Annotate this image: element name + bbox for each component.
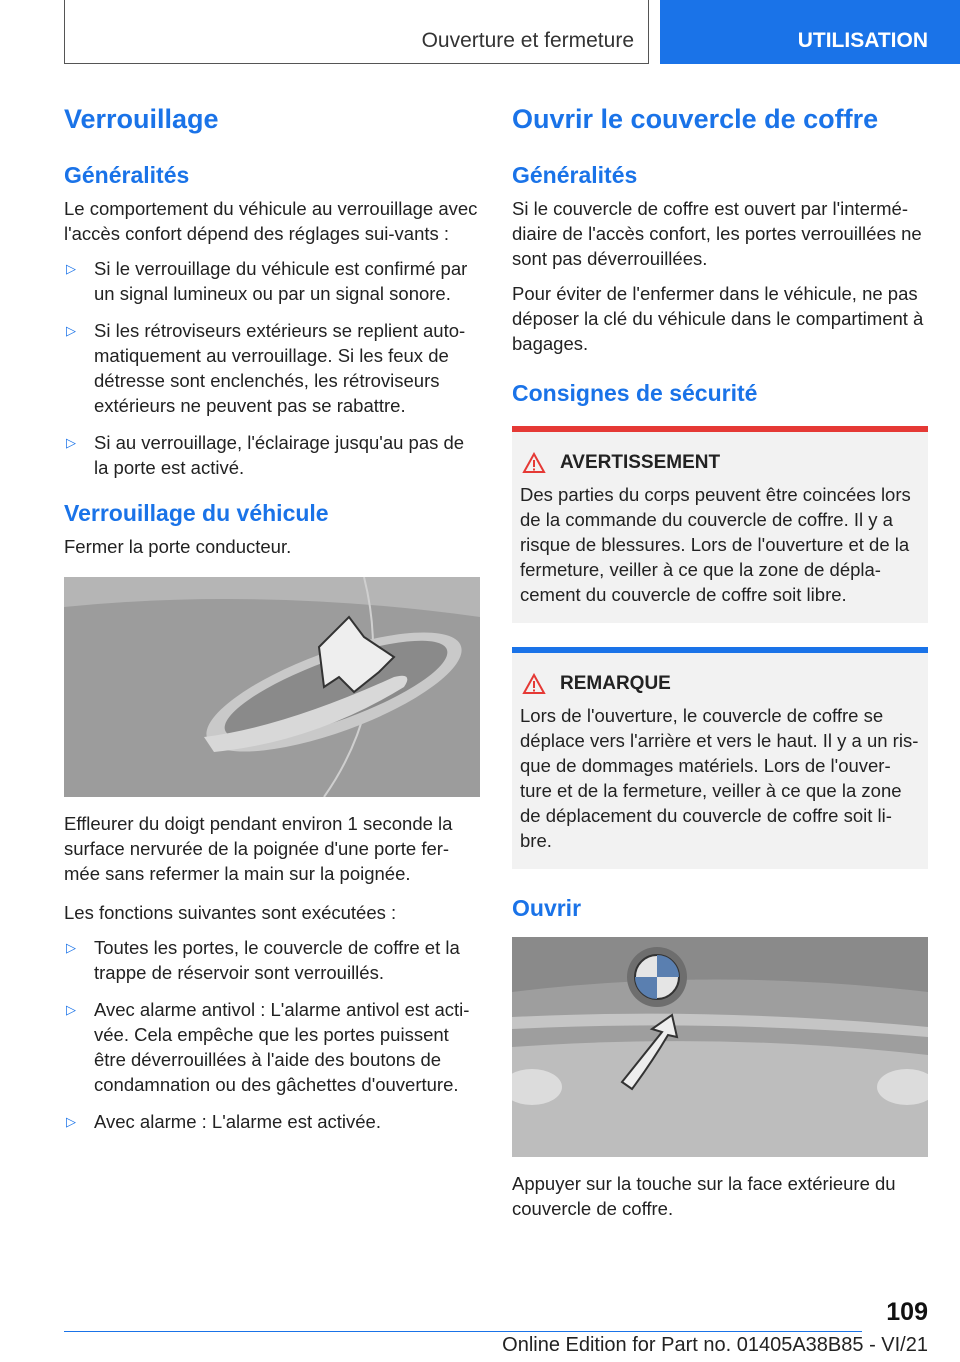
header-chapter-tab[interactable] (660, 0, 960, 64)
warning-triangle-icon (522, 452, 546, 474)
footer-edition: Online Edition for Part no. 01405A38B85 - VI/21 (502, 1334, 928, 1356)
triangle-bullet-icon: ▷ (66, 1114, 76, 1129)
vehicle-locking-text2: Effleurer du doigt pendant environ 1 seconde la surface nervurée de la poignée d'une porte fer-mée sans refermer la main sur la poignée. (64, 813, 453, 884)
door-handle-illustration (64, 577, 480, 797)
triangle-bullet-icon: ▷ (66, 323, 76, 338)
note-title-row (520, 673, 920, 695)
caution-triangle-icon (522, 673, 546, 695)
note-text: Lors de l'ouverture, le couvercle de coffre se déplace vers l'arrière et vers le haut. Il y a un ris-que de dommages matériels. Lors de l'ouver-ture et de la fermeture, veiller à ce que la zone de déplacement du couvercle de coffre soit li-bre. (520, 705, 919, 851)
page-number: 109 (886, 1298, 928, 1326)
warning-box (512, 426, 928, 623)
open-text: Appuyer sur la touche sur la face extérieure du couvercle de coffre. (512, 1173, 896, 1219)
locking-general-heading: Généralités (64, 162, 190, 188)
trunk-title: Ouvrir le couvercle de coffre (512, 104, 879, 134)
left-column (64, 100, 480, 1146)
header-section-box (64, 0, 649, 64)
open-heading: Ouvrir (512, 895, 582, 921)
list-item: ▷ Si les rétroviseurs extérieurs se replient auto-matiquement au verrouillage. Si les feux de détresse sont enclenchés, les rétroviseurs extérieurs ne peuvent pas se rabattre. (66, 320, 466, 416)
locking-general-intro: Le comportement du véhicule au verrouillage avec l'accès confort dépend des réglages sui-vants : (64, 198, 478, 244)
vehicle-locking-heading: Verrouillage du véhicule (64, 500, 329, 526)
triangle-bullet-icon: ▷ (66, 261, 76, 276)
header-chapter-title: UTILISATION (797, 29, 928, 52)
note-box (512, 647, 928, 869)
header-section-title: Ouverture et fermeture (421, 28, 634, 52)
vehicle-locking-list (64, 935, 480, 1134)
warning-text: Des parties du corps peuvent être coincées lors de la commande du couvercle de coffre. Il y a risque de blessures. Lors de l'ouverture et de la fermeture, veiller à ce que la zone de dépla-cement du couvercle de coffre soit libre. (520, 484, 911, 605)
footer-divider (64, 1331, 862, 1332)
safety-heading: Consignes de sécurité (512, 380, 758, 406)
trunk-button-illustration (512, 937, 928, 1157)
triangle-bullet-icon: ▷ (66, 940, 76, 955)
trunk-general-p1: Si le couvercle de coffre est ouvert par l'intermé-diaire de l'accès confort, les portes verrouillées ne sont pas déverrouillées. (512, 198, 922, 269)
list-item: ▷ Si au verrouillage, l'éclairage jusqu'au pas de la porte est activé. (66, 432, 465, 478)
list-item: ▷ Si le verrouillage du véhicule est confirmé par un signal lumineux ou par un signal sonore. (66, 258, 468, 304)
list-item: ▷ Toutes les portes, le couvercle de coffre et la trappe de réservoir sont verrouillés. (66, 937, 460, 983)
list-item: ▷ Avec alarme : L'alarme est activée. (66, 1111, 381, 1132)
trunk-button-image (512, 937, 928, 1157)
trunk-general-heading: Généralités (512, 162, 638, 188)
warning-title: AVERTISSEMENT (560, 452, 721, 473)
right-column (512, 100, 928, 1231)
vehicle-locking-text1: Fermer la porte conducteur. (64, 536, 292, 557)
locking-general-list (64, 256, 480, 480)
triangle-bullet-icon: ▷ (66, 1002, 76, 1017)
warning-title-row (520, 452, 920, 474)
triangle-bullet-icon: ▷ (66, 435, 76, 450)
note-title: REMARQUE (560, 673, 671, 694)
locking-title: Verrouillage (64, 104, 219, 134)
door-handle-image (64, 577, 480, 797)
vehicle-locking-text3: Les fonctions suivantes sont exécutées : (64, 902, 397, 923)
trunk-general-p2: Pour éviter de l'enfermer dans le véhicule, ne pas déposer la clé du véhicule dans le compartiment à bagages. (512, 283, 924, 354)
list-item: ▷ Avec alarme antivol : L'alarme antivol est acti-vée. Cela empêche que les portes puissent être déverrouillées à l'aide des boutons de condamnation ou des gâchettes d'ouverture. (66, 999, 470, 1095)
